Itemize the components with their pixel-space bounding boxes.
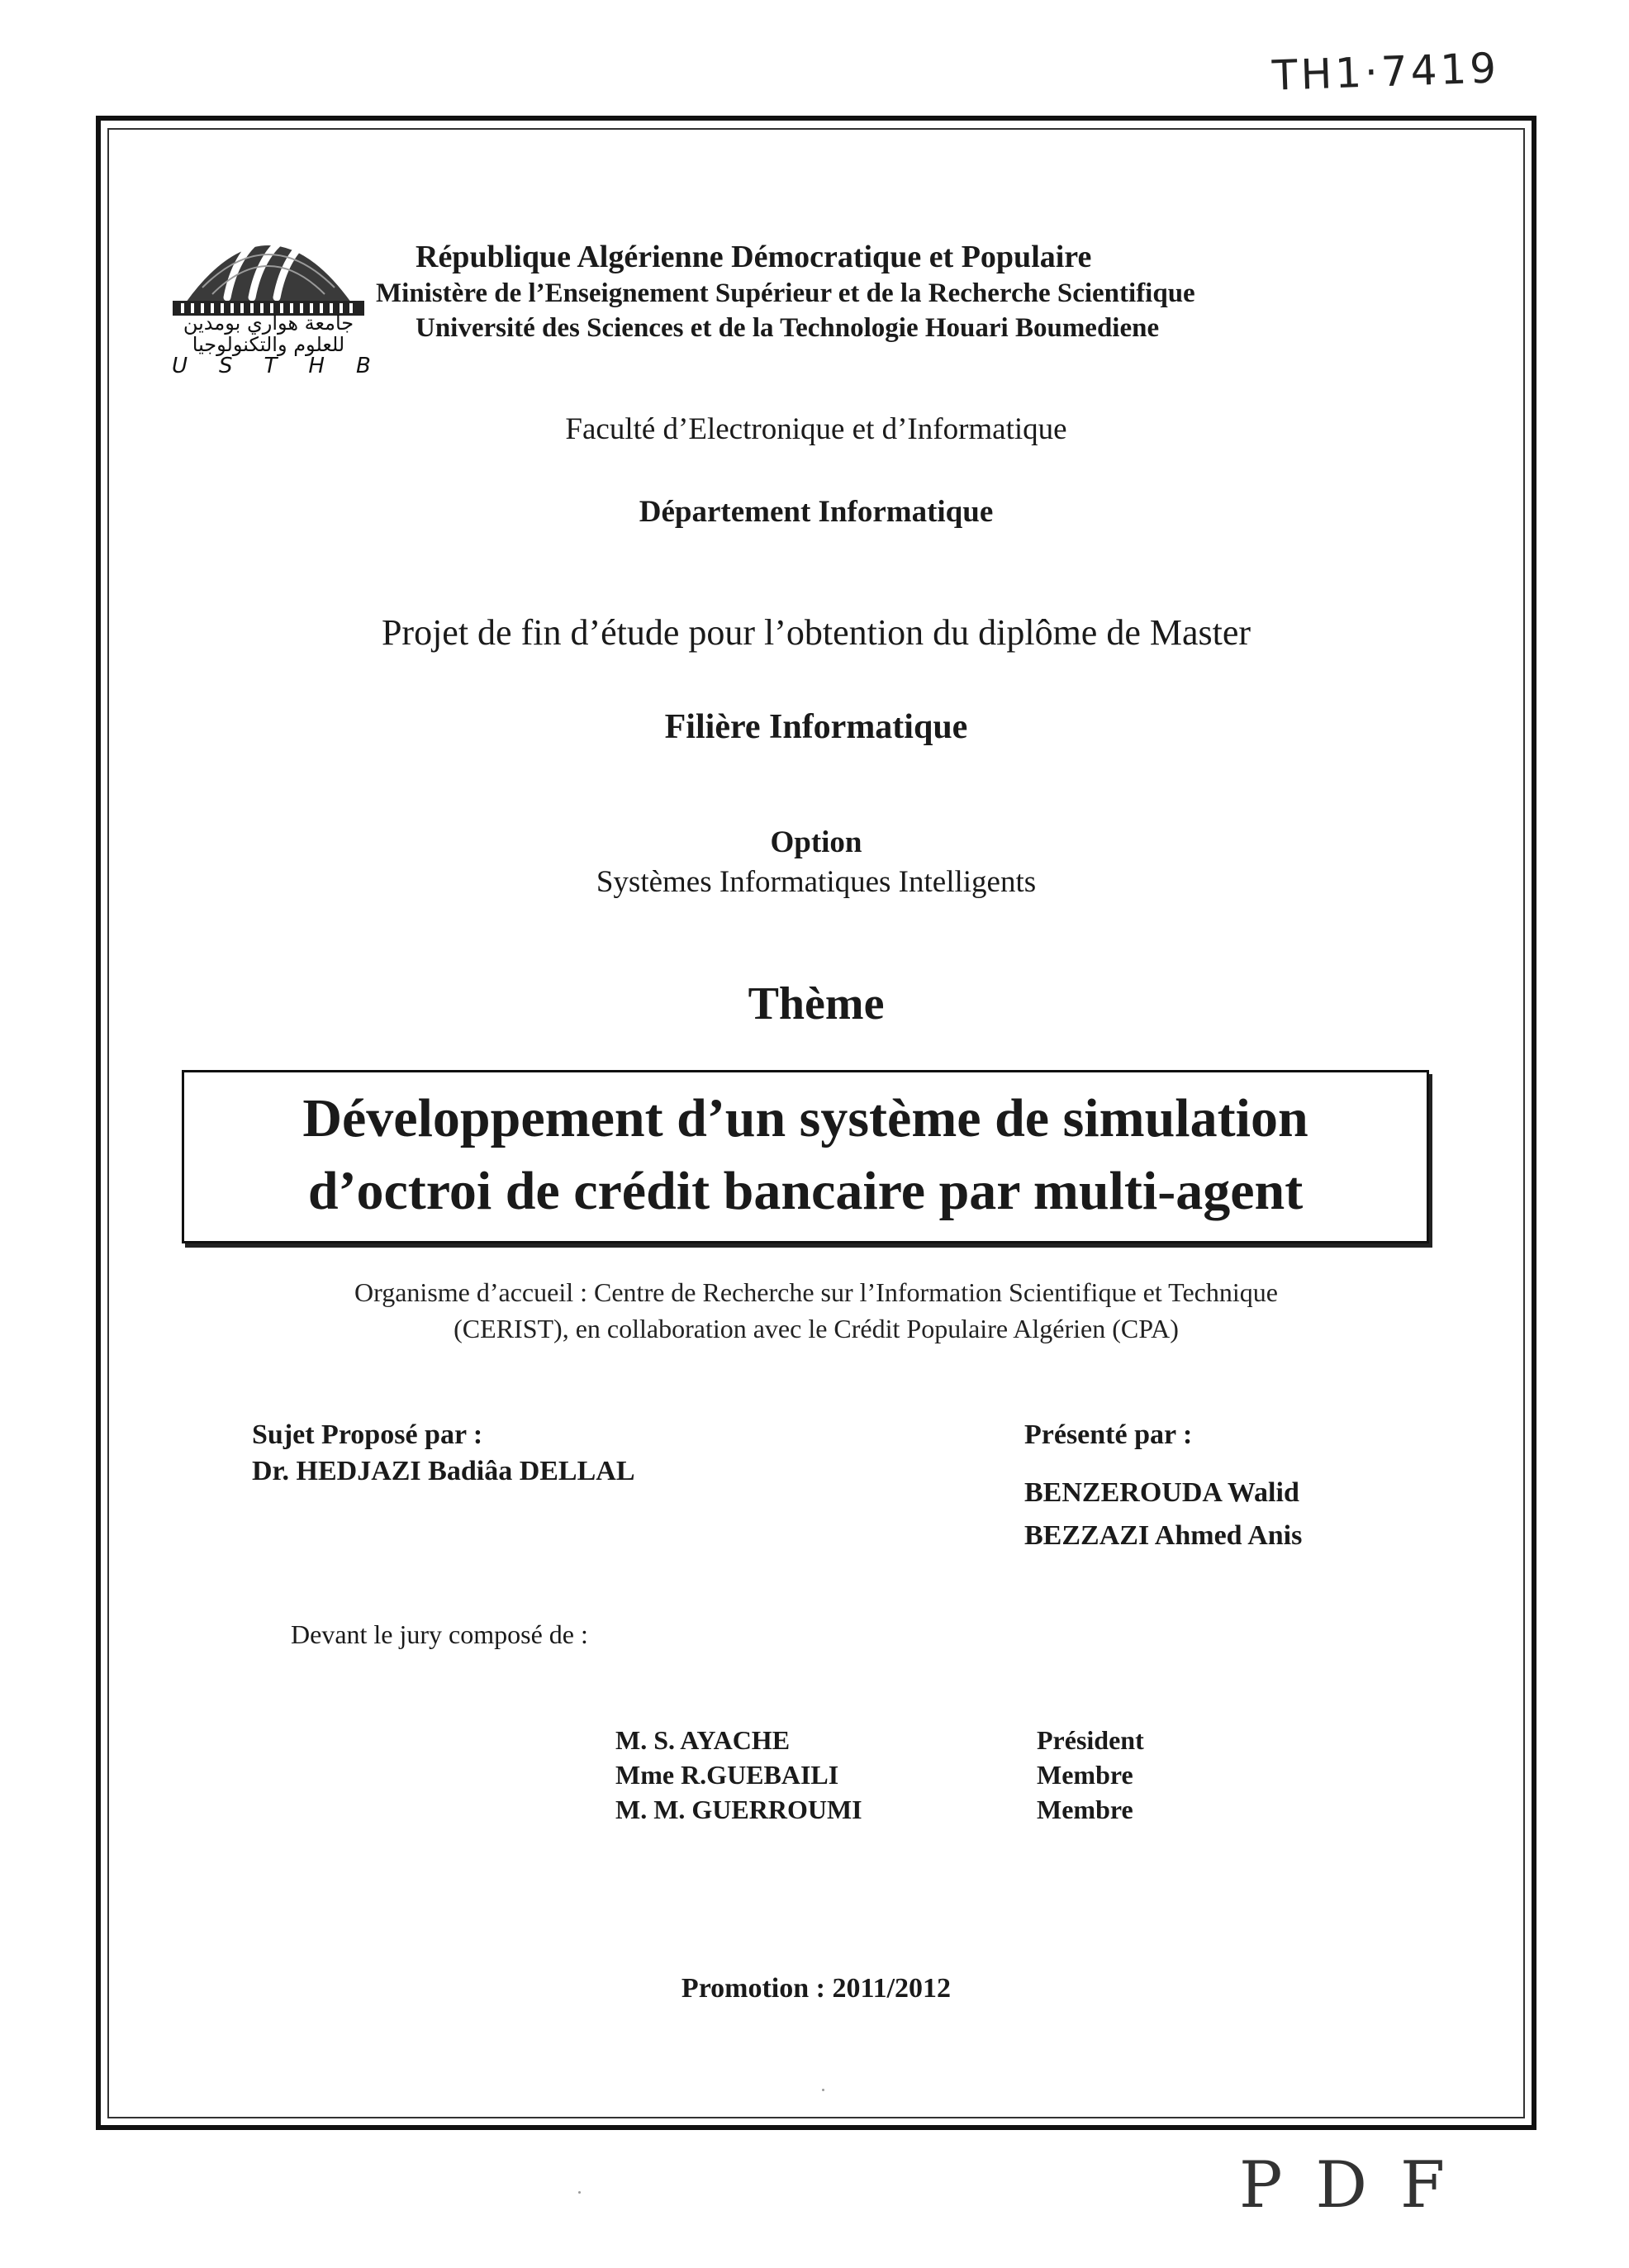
jury-member-row	[615, 1795, 1276, 1831]
host-organization-line-2: (CERIST), en collaboration avec le Crédit Populaire Algérien (CPA)	[454, 1314, 1179, 1343]
handwritten-reference-note: TH1·7419	[1271, 44, 1501, 100]
project-description: Projet de fin d’étude pour l’obtention du diplôme de Master	[381, 612, 1251, 653]
thesis-title-line-2: d’octroi de crédit bancaire par multi-agent	[307, 1161, 1304, 1221]
institution-header	[376, 238, 1351, 345]
host-organization-line-1: Organisme d’accueil : Centre de Recherche sur l’Information Scientifique et Technique	[354, 1277, 1278, 1307]
scan-speck	[822, 2089, 824, 2091]
thesis-title-box	[182, 1070, 1429, 1243]
filiere-name: Filière Informatique	[664, 708, 968, 746]
student-name: BENZEROUDA Walid	[1024, 1477, 1299, 1508]
student-name: BEZZAZI Ahmed Anis	[1024, 1520, 1303, 1551]
logo-arabic-text: جامعة هواري بومدين للعلوم والتكنولوجيا	[183, 311, 354, 356]
usthb-emblem-icon	[169, 205, 368, 321]
university-name: Université des Sciences et de la Technologie Houari Boumediene	[416, 313, 1160, 343]
jury-member-role: Membre	[1037, 1760, 1133, 1790]
option-label: Option	[770, 825, 862, 859]
thesis-title-line-1: Développement d’un système de simulation	[302, 1088, 1308, 1148]
jury-member-name: Mme R.GUEBAILI	[615, 1760, 839, 1790]
department-name: Département Informatique	[639, 495, 994, 529]
theme-label: Thème	[748, 978, 885, 1029]
jury-member-row	[615, 1760, 1276, 1796]
ministry-name: Ministère de l’Enseignement Supérieur et de la Recherche Scientifique	[376, 278, 1195, 308]
jury-member-name: M. M. GUERROUMI	[615, 1795, 862, 1824]
proposed-by-label: Sujet Proposé par :	[252, 1419, 483, 1450]
republic-name: République Algérienne Démocratique et Populaire	[416, 240, 1092, 274]
option-value: Systèmes Informatiques Intelligents	[596, 865, 1037, 899]
scan-speck	[578, 2191, 581, 2194]
jury-member-row	[615, 1725, 1276, 1762]
logo-acronym: USTHB	[172, 354, 402, 378]
jury-member-name: M. S. AYACHE	[615, 1725, 791, 1755]
presented-by-label: Présenté par :	[1024, 1419, 1193, 1450]
jury-intro: Devant le jury composé de :	[291, 1619, 588, 1649]
faculty-name: Faculté d’Electronique et d’Informatique	[565, 412, 1067, 446]
jury-member-role: Membre	[1037, 1795, 1133, 1824]
promotion-year: Promotion : 2011/2012	[681, 1973, 952, 2004]
supervisor-name: Dr. HEDJAZI Badiâa DELLAL	[252, 1456, 635, 1486]
jury-member-role: Président	[1037, 1725, 1144, 1755]
handwritten-pdf-note: PDF	[1239, 2148, 1479, 2223]
